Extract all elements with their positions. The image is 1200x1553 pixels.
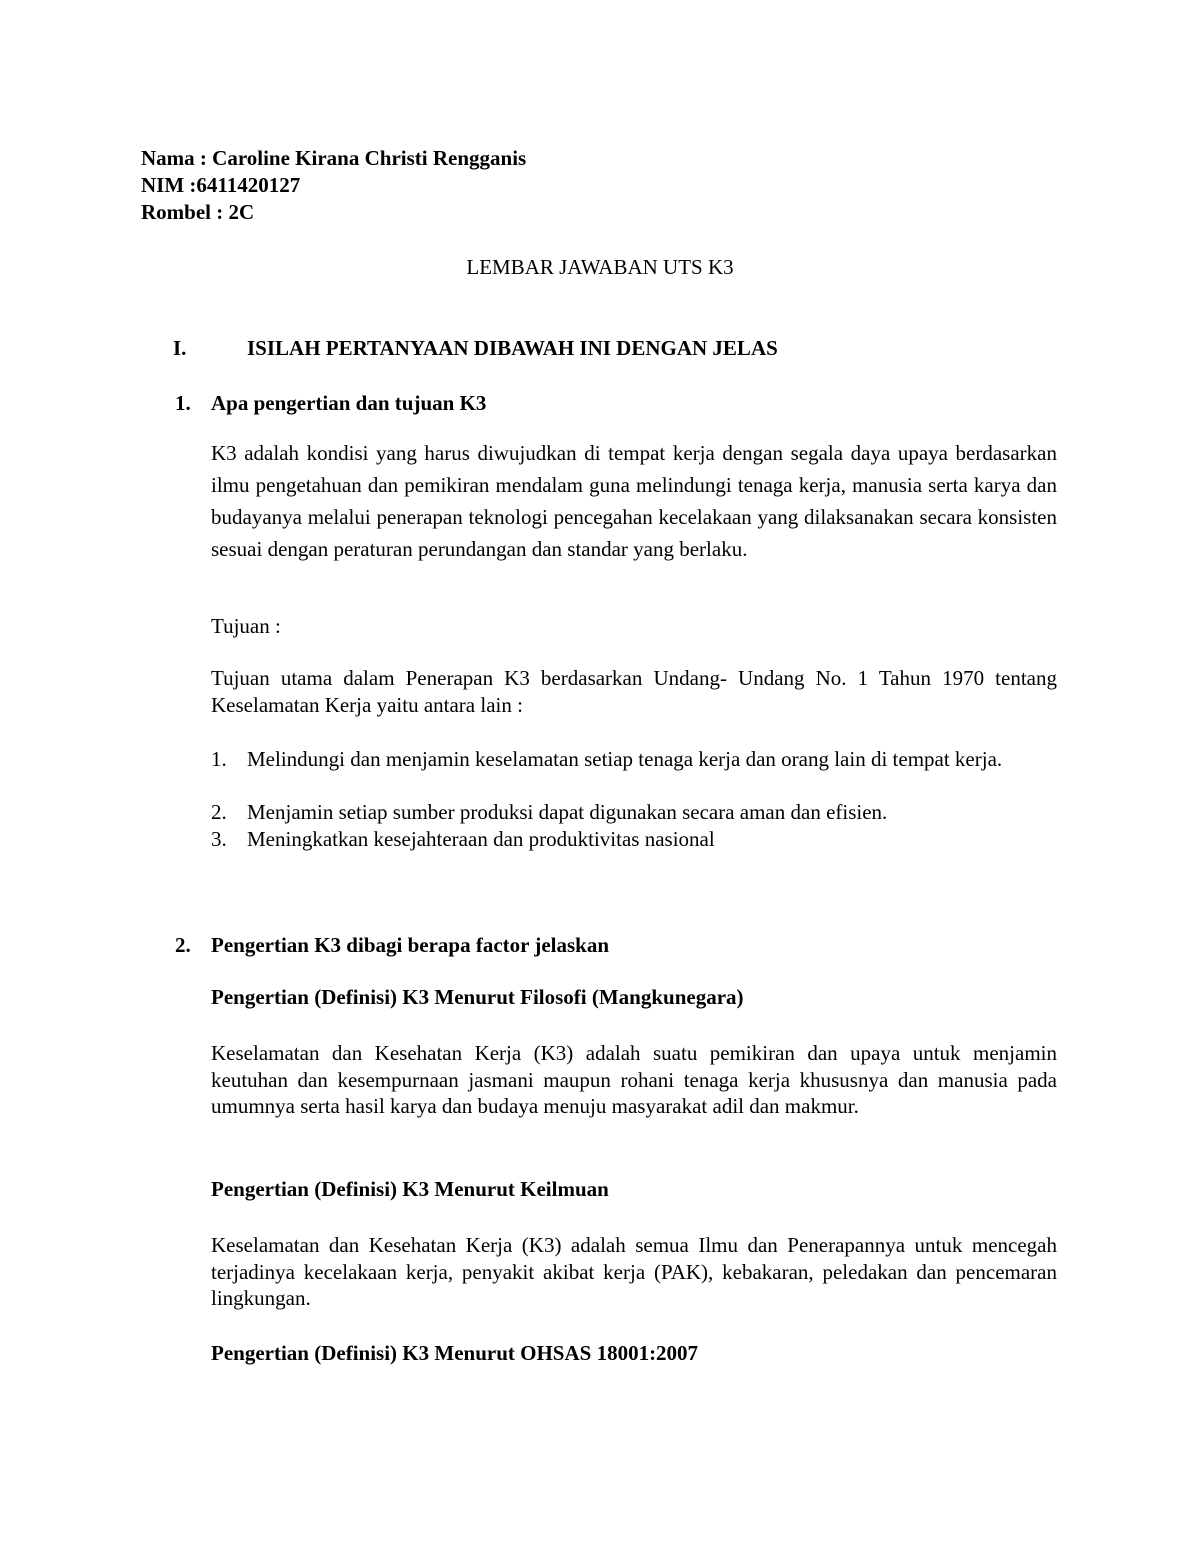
definition-3-heading: Pengertian (Definisi) K3 Menurut OHSAS 18001:2007 — [211, 1341, 699, 1365]
student-nim: NIM :6411420127 — [141, 173, 301, 197]
student-rombel: Rombel : 2C — [141, 200, 255, 224]
page-title: LEMBAR JAWABAN UTS K3 — [466, 255, 734, 279]
section-heading: ISILAH PERTANYAAN DIBAWAH INI DENGAN JELAS — [247, 336, 778, 360]
tujuan-label: Tujuan : — [211, 614, 281, 638]
list-item: Meningkatkan kesejahteraan dan produktivitas nasional — [247, 827, 715, 851]
list-item-number: 2. — [211, 800, 227, 824]
question-1-number: 1. — [175, 391, 191, 415]
definition-1-paragraph: Keselamatan dan Kesehatan Kerja (K3) adalah suatu pemikiran dan upaya untuk menjamin keutuhan dan kesempurnaan jasmani maupun rohani tenaga kerja khususnya dan manusia pada umumnya serta hasil karya dan budaya menuju masyarakat adil dan makmur. — [211, 1041, 1057, 1118]
question-2-number: 2. — [175, 933, 191, 957]
definition-2-heading: Pengertian (Definisi) K3 Menurut Keilmuan — [211, 1177, 609, 1201]
question-1-text: Apa pengertian dan tujuan K3 — [211, 391, 487, 415]
tujuan-intro: Tujuan utama dalam Penerapan K3 berdasarkan Undang- Undang No. 1 Tahun 1970 tentang Keselamatan Kerja yaitu antara lain : — [211, 666, 1057, 717]
definition-1-heading: Pengertian (Definisi) K3 Menurut Filosofi (Mangkunegara) — [211, 985, 744, 1009]
list-item-number: 3. — [211, 827, 227, 851]
section-number: I. — [173, 336, 187, 360]
question-2-text: Pengertian K3 dibagi berapa factor jelaskan — [211, 933, 610, 957]
list-item: Menjamin setiap sumber produksi dapat digunakan secara aman dan efisien. — [247, 800, 888, 824]
list-item: Melindungi dan menjamin keselamatan setiap tenaga kerja dan orang lain di tempat kerja. — [247, 747, 1003, 771]
student-name: Nama : Caroline Kirana Christi Rengganis — [141, 146, 527, 170]
answer-1-paragraph: K3 adalah kondisi yang harus diwujudkan di tempat kerja dengan segala daya upaya berdasarkan ilmu pengetahuan dan pemikiran mendalam guna melindungi tenaga kerja, manusia serta karya dan budayanya melalui penerapan teknologi pencegahan kecelakaan yang dilaksanakan secara konsisten sesuai dengan peraturan perundangan dan standar yang berlaku. — [211, 441, 1057, 561]
list-item-number: 1. — [211, 747, 227, 771]
definition-2-paragraph: Keselamatan dan Kesehatan Kerja (K3) adalah semua Ilmu dan Penerapannya untuk mencegah terjadinya kecelakaan kerja, penyakit akibat kerja (PAK), kebakaran, peledakan dan pencemaran lingkungan. — [211, 1233, 1057, 1310]
